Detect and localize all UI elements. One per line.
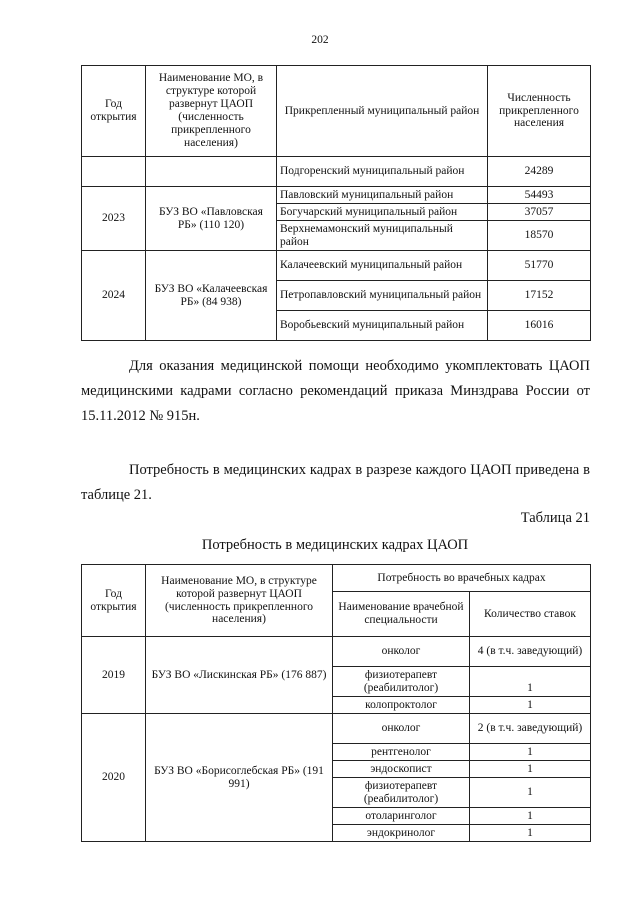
table2-cell-rates: 1 [470, 778, 591, 808]
table2-header-row [82, 565, 591, 592]
table2-cell-specialty: отоларинголог [333, 808, 470, 825]
table1-header-district: Прикрепленный муниципальный район [277, 66, 488, 157]
table1-cell-year: 2024 [82, 251, 146, 341]
table1-cell-district: Павловский муниципальный район [277, 187, 488, 204]
table1-cell-mo: БУЗ ВО «Павловская РБ» (110 120) [146, 187, 277, 251]
table2-cell-rates: 1 [470, 744, 591, 761]
table1-header-population: Численность прикрепленного населения [488, 66, 591, 157]
table-label: Таблица 21 [520, 510, 590, 526]
table-title: Потребность в медицинских кадрах ЦАОП [201, 537, 469, 553]
page-number: 202 [311, 34, 329, 46]
table2-header-need: Потребность во врачебных кадрах [333, 565, 591, 592]
table2-cell-specialty: рентгенолог [333, 744, 470, 761]
table1-cell-mo: БУЗ ВО «Калачеевская РБ» (84 938) [146, 251, 277, 341]
table2-cell-specialty: физиотерапевт (реабилитолог) [333, 667, 470, 697]
table1-cell-district: Верхнемамонский муниципальный район [277, 221, 488, 251]
table1-cell-population: 17152 [488, 281, 591, 311]
table2-cell-rates: 1 [470, 697, 591, 714]
table2-cell-rates: 1 [470, 825, 591, 842]
table2-cell-rates: 1 [470, 667, 591, 697]
table2-cell-year: 2019 [82, 637, 146, 714]
paragraph-table-reference: Потребность в медицинских кадрах в разрезе каждого ЦАОП приведена в таблице 21. [81, 462, 590, 503]
table2-header-rates: Количество ставок [470, 592, 591, 637]
table2-cell-mo: БУЗ ВО «Лискинская РБ» (176 887) [146, 637, 333, 714]
table1-cell-district: Подгоренский муниципальный район [277, 157, 488, 187]
table1-cell-district: Воробьевский муниципальный район [277, 311, 488, 341]
table1-cell-population: 24289 [488, 157, 591, 187]
table1-cell-population: 16016 [488, 311, 591, 341]
table2-cell-specialty: онколог [333, 637, 470, 667]
table1-header-row [82, 66, 591, 157]
attached-population-table [81, 65, 591, 341]
table2-cell-specialty: эндокринолог [333, 825, 470, 842]
table1-cell-population: 54493 [488, 187, 591, 204]
table2-header-specialty: Наименование врачебной специальности [333, 592, 470, 637]
table-row [82, 637, 591, 667]
table2-cell-mo: БУЗ ВО «Борисоглебская РБ» (191 991) [146, 714, 333, 842]
table1-cell-population: 51770 [488, 251, 591, 281]
table1-cell-empty [146, 157, 277, 187]
table2-cell-rates: 1 [470, 808, 591, 825]
table1-cell-empty [82, 157, 146, 187]
table1-header-mo: Наименование МО, в структуре которой развернут ЦАОП (численность прикрепленного населения) [146, 66, 277, 157]
table2-cell-specialty: физиотерапевт (реабилитолог) [333, 778, 470, 808]
table2-cell-rates: 1 [470, 761, 591, 778]
table-row [82, 187, 591, 204]
table2-cell-specialty: эндоскопист [333, 761, 470, 778]
table2-cell-year: 2020 [82, 714, 146, 842]
table-row [82, 157, 591, 187]
table1-cell-population: 37057 [488, 204, 591, 221]
table1-cell-district: Петропавловский муниципальный район [277, 281, 488, 311]
staffing-needs-table [81, 564, 591, 842]
table1-cell-population: 18570 [488, 221, 591, 251]
table2-header-mo: Наименование МО, в структуре которой развернут ЦАОП (численность прикрепленного населения) [146, 565, 333, 637]
table1-cell-district: Калачеевский муниципальный район [277, 251, 488, 281]
table1-cell-year: 2023 [82, 187, 146, 251]
table2-cell-rates: 4 (в т.ч. заведующий) [470, 637, 591, 667]
table2-header-year: Год открытия [82, 565, 146, 637]
table2-cell-specialty: колопроктолог [333, 697, 470, 714]
table2-cell-specialty: онколог [333, 714, 470, 744]
table1-cell-district: Богучарский муниципальный район [277, 204, 488, 221]
table-row [82, 251, 591, 281]
table1-header-year: Год открытия [82, 66, 146, 157]
paragraph-staffing: Для оказания медицинской помощи необходимо укомплектовать ЦАОП медицинскими кадрами согласно рекомендаций приказа Минздрава России от 15.11.2012 № 915н. [81, 358, 590, 424]
table2-cell-rates: 2 (в т.ч. заведующий) [470, 714, 591, 744]
table-row [82, 714, 591, 744]
